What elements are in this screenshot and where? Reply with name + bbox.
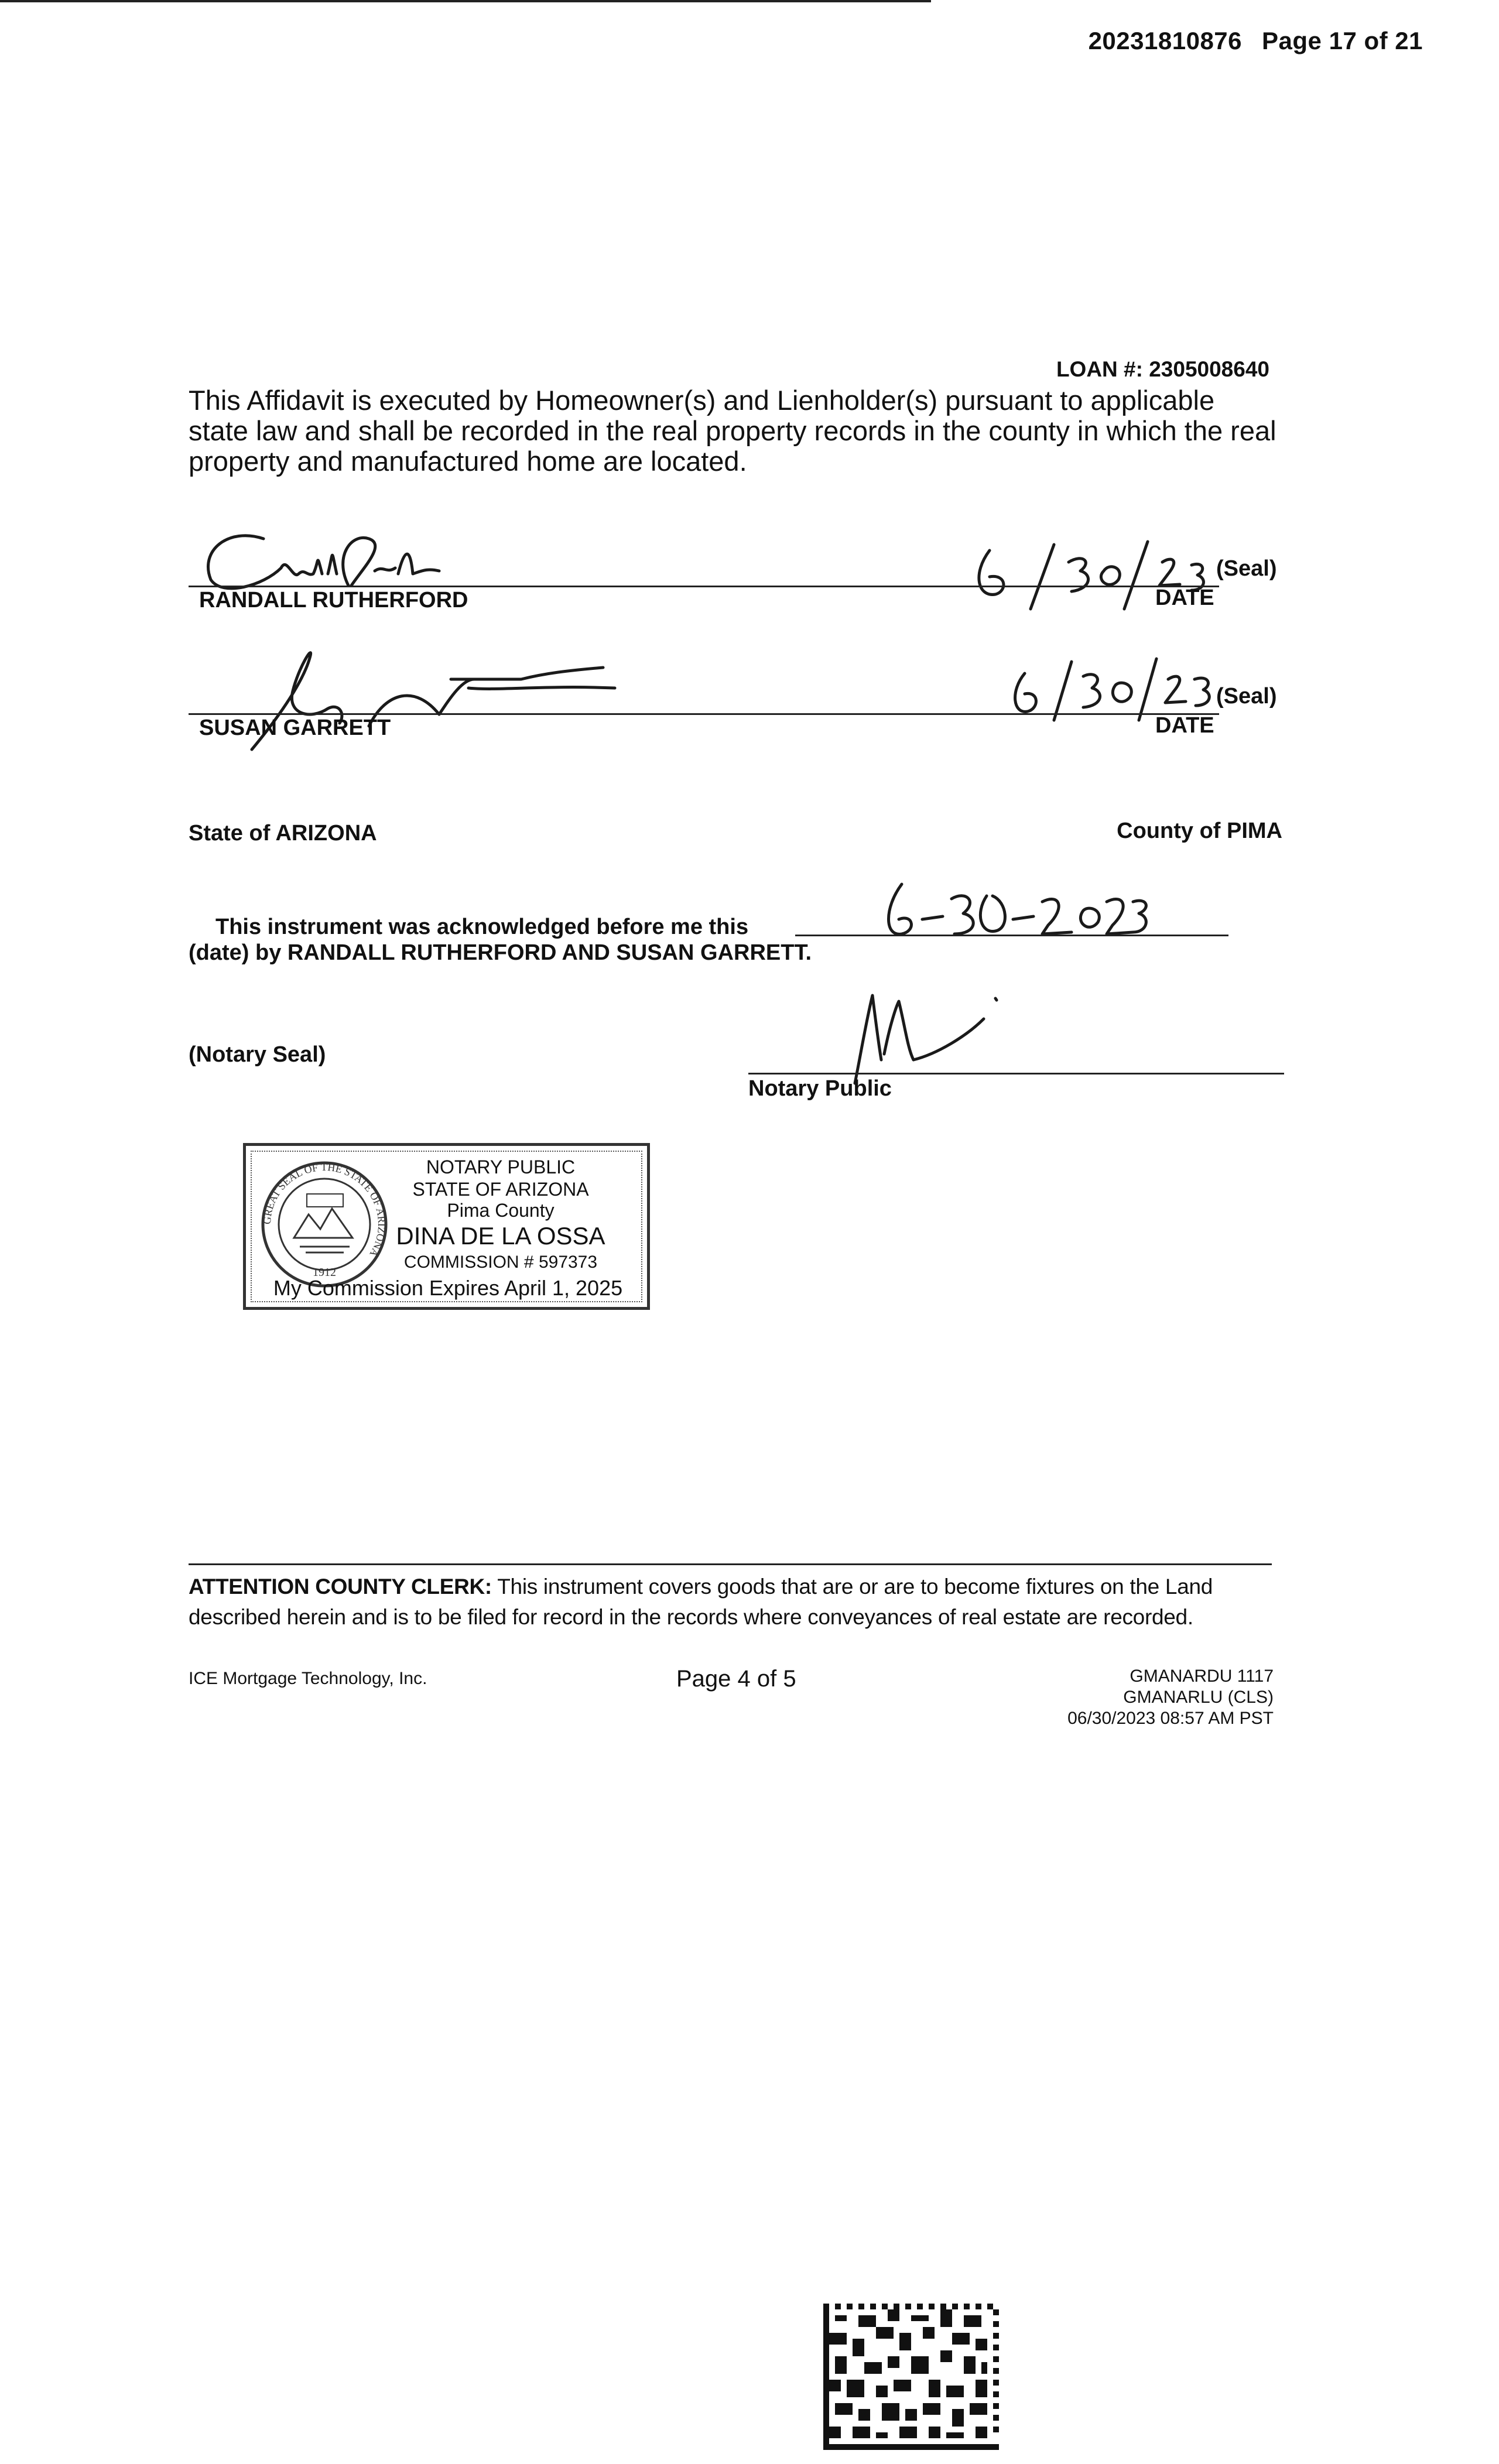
attention-notice xyxy=(189,1572,1278,1633)
attention-label: ATTENTION COUNTY CLERK: xyxy=(189,1575,492,1599)
signer-name-2: SUSAN GARRETT xyxy=(199,716,391,740)
seal-label-2: (Seal) xyxy=(1216,684,1277,709)
seal-year: 1912 xyxy=(313,1266,336,1279)
notary-public-label: Notary Public xyxy=(748,1076,892,1101)
recording-header xyxy=(1089,27,1423,55)
acknowledgment-date-line xyxy=(795,935,1228,936)
acknowledgment-line-2: (date) by RANDALL RUTHERFORD AND SUSAN GARRETT. xyxy=(189,940,812,965)
footer-company: ICE Mortgage Technology, Inc. xyxy=(189,1669,427,1688)
seal-label-1: (Seal) xyxy=(1216,556,1277,581)
date-label-1: DATE xyxy=(1155,586,1214,610)
notary-signature-line xyxy=(748,1073,1284,1074)
stamp-expiration: My Commission Expires April 1, 2025 xyxy=(273,1276,623,1300)
footer-code-1: GMANARDU 1117 xyxy=(1130,1666,1274,1686)
affidavit-paragraph: This Affidavit is executed by Homeowner(s) and Lienholder(s) pursuant to applicable state law and shall be recorded in the real property records in the county in which the real property and manufactured home are located. xyxy=(189,385,1276,477)
signature-line-1 xyxy=(189,586,1219,587)
stamp-notary-name: DINA DE LA OSSA xyxy=(396,1222,605,1250)
datamatrix-barcode-icon xyxy=(823,2304,999,2450)
stamp-line-county: Pima County xyxy=(447,1200,555,1221)
signature-susan-garrett xyxy=(193,644,673,761)
signer-name-1: RANDALL RUTHERFORD xyxy=(199,588,468,612)
seal-ring-text: GREAT SEAL OF THE STATE OF ARIZONA xyxy=(261,1161,388,1259)
stamp-line-state: STATE OF ARIZONA xyxy=(412,1179,589,1200)
top-border-line xyxy=(0,0,931,2)
footer-code-2: GMANARLU (CLS) xyxy=(1123,1688,1274,1707)
notary-seal-label: (Notary Seal) xyxy=(189,1042,326,1067)
stamp-line-notary-public: NOTARY PUBLIC xyxy=(426,1156,576,1178)
county-venue: County of PIMA xyxy=(1117,819,1282,843)
document-number: 20231810876 xyxy=(1088,27,1243,54)
state-venue: State of ARIZONA xyxy=(189,821,377,846)
footer-page: Page 4 of 5 xyxy=(676,1666,796,1692)
attention-text: This instrument covers goods that are or are to become fixtures on the Land described herein and is to be filed for record in the records where conveyances of real estate are recorded. xyxy=(189,1575,1213,1629)
loan-value: 2305008640 xyxy=(1149,357,1269,381)
handwritten-acknowledgment-date xyxy=(872,878,1154,949)
arizona-state-seal-icon xyxy=(259,1159,391,1291)
acknowledgment-line-1: This instrument was acknowledged before me this xyxy=(215,915,749,939)
svg-text:GREAT SEAL OF THE STATE OF ARI xyxy=(261,1161,388,1259)
loan-label: LOAN #: xyxy=(1056,357,1143,381)
notary-stamp xyxy=(243,1143,650,1310)
attention-rule xyxy=(189,1563,1272,1565)
stamp-commission: COMMISSION # 597373 xyxy=(403,1252,598,1272)
loan-number xyxy=(1056,357,1269,382)
page-label: Page 17 of 21 xyxy=(1262,27,1423,54)
signature-line-2 xyxy=(189,713,1219,715)
footer-timestamp: 06/30/2023 08:57 AM PST xyxy=(1067,1709,1274,1728)
date-label-2: DATE xyxy=(1155,713,1214,738)
